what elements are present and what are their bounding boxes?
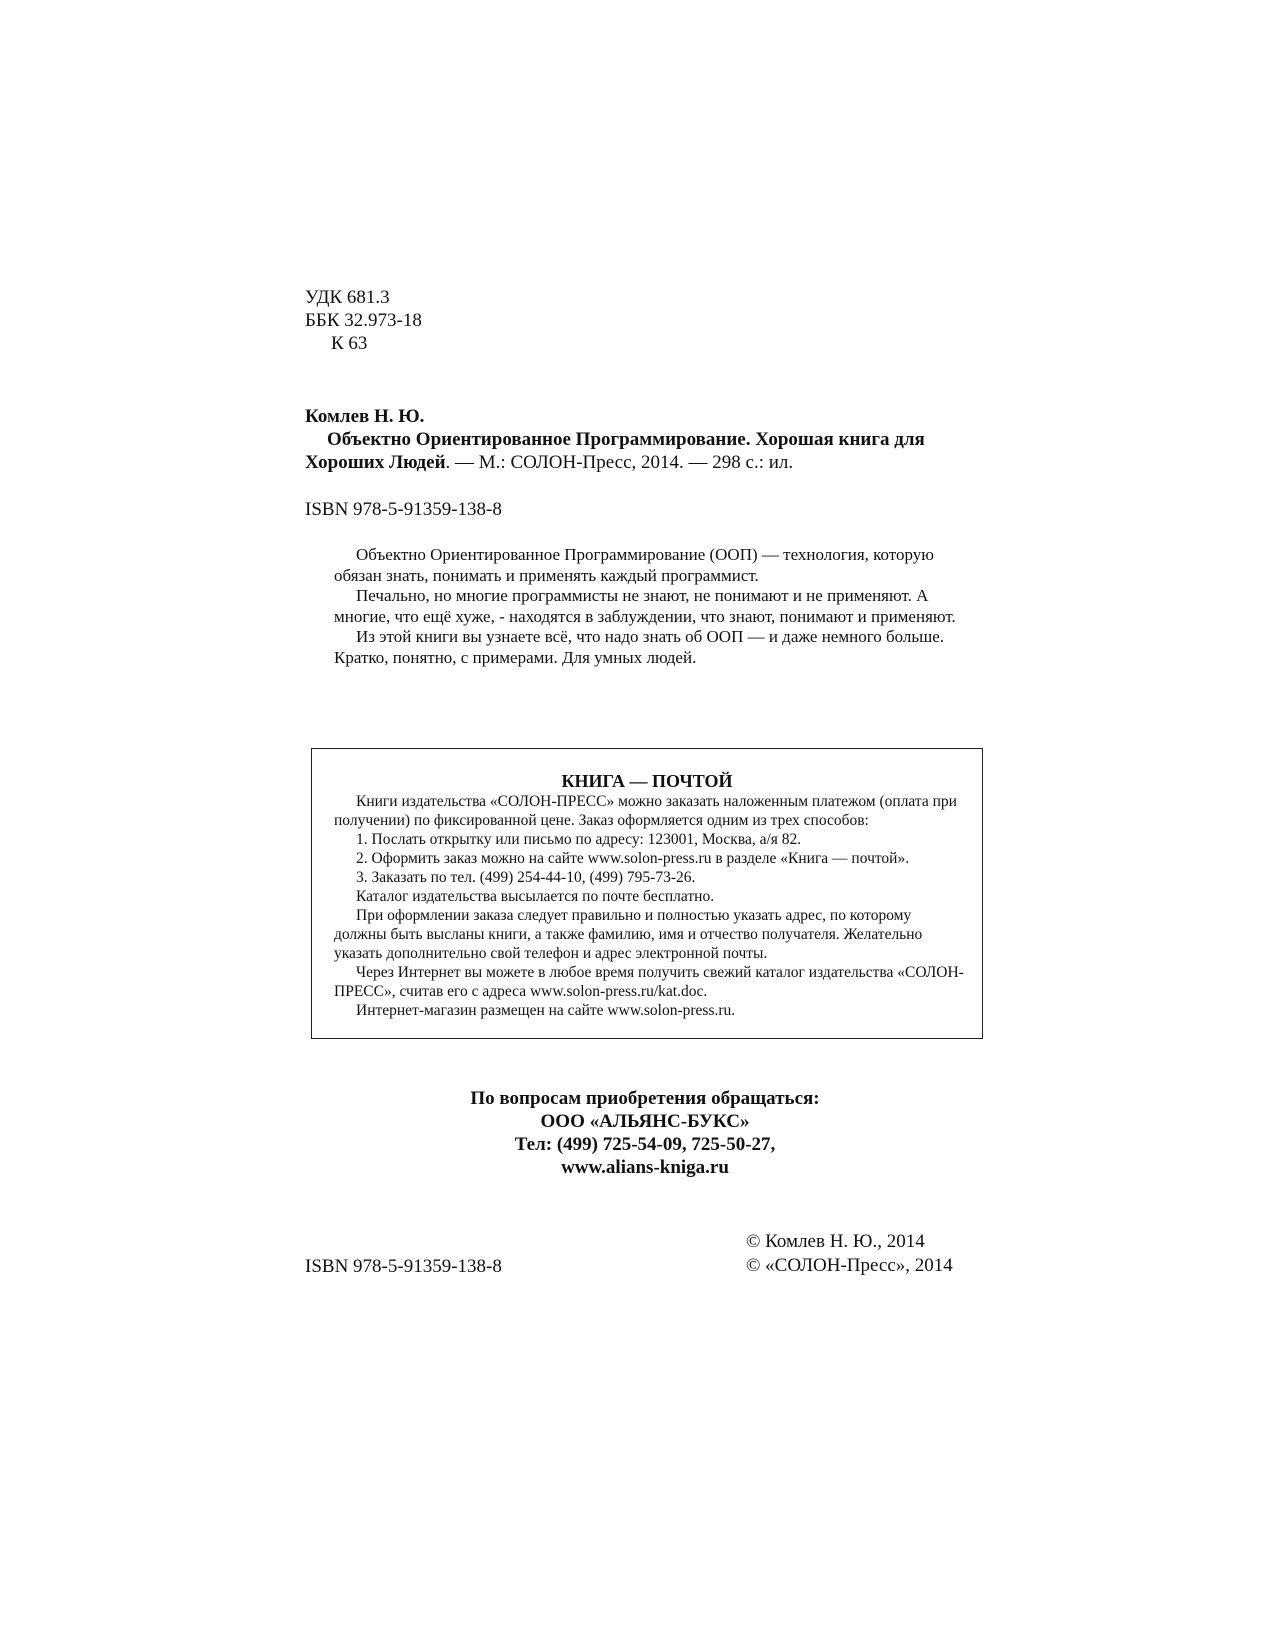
mail-order-paragraph: Интернет-магазин размещен на сайте www.solon-press.ru. — [356, 1002, 736, 1019]
mail-order-paragraph: Каталог издательства высылается по почте бесплатно. — [356, 888, 715, 905]
annotation-paragraph: Из этой книги вы узнаете всё, что надо знать об ООП — и даже немного больше. Кратко, понятно, с примерами. Для умных людей. — [334, 627, 945, 667]
mail-order-option: 1. Послать открытку или письмо по адресу: 123001, Москва, а/я 82. — [356, 831, 802, 848]
distributor-phone: Тел: (499) 725-54-09, 725-50-27, — [514, 1134, 776, 1155]
book-title-line — [305, 428, 985, 474]
distributor-name: ООО «АЛЬЯНС-БУКС» — [540, 1111, 750, 1132]
annotation — [334, 545, 984, 668]
mail-order-paragraph: При оформлении заказа следует правильно и полностью указать адрес, по которому должны быть высланы книги, а также фамилию, имя и отчество получателя. Желательно указать дополнительно свой телефон и адрес электронной почты. — [334, 907, 923, 962]
udk-code: УДК 681.3 — [305, 287, 390, 308]
bbk-code: ББК 32.973-18 — [305, 310, 422, 331]
mail-order-option: 2. Оформить заказ можно на сайте www.solon-press.ru в разделе «Книга — почтой». — [356, 850, 910, 867]
classification-block — [305, 286, 422, 355]
mail-order-paragraph: Через Интернет вы можете в любое время получить свежий каталог издательства «СОЛОН-ПРЕСС», считав его с адреса www.solon-press.ru/kat.doc. — [334, 964, 964, 1000]
bibliographic-description — [305, 405, 985, 474]
author-mark: К 63 — [331, 333, 368, 354]
isbn-bottom: ISBN 978-5-91359-138-8 — [305, 1256, 502, 1277]
book-imprint: . — М.: СОЛОН-Пресс, 2014. — 298 с.: ил. — [445, 452, 794, 473]
mail-order-option: 3. Заказать по тел. (499) 254-44-10, (499) 795-73-26. — [356, 869, 696, 886]
book-title-part1: Объектно Ориентированное Программирование. Хорошая книга для — [327, 429, 925, 450]
contacts-heading: По вопросам приобретения обращаться: — [470, 1088, 820, 1109]
mail-order-box — [311, 748, 983, 1039]
distributor-website: www.alians-kniga.ru — [561, 1157, 729, 1178]
purchase-contacts — [0, 1087, 1275, 1179]
book-author: Комлев Н. Ю. — [305, 406, 425, 427]
book-title-part2: Хороших Людей — [305, 452, 446, 473]
mail-order-paragraph: Книги издательства «СОЛОН-ПРЕСС» можно заказать наложенным платежом (оплата при получении) по фиксированной цене. Заказ оформляется одним из трех способов: — [334, 793, 957, 829]
copyright-publisher: © «СОЛОН-Пресс», 2014 — [746, 1255, 953, 1276]
isbn-top: ISBN 978-5-91359-138-8 — [305, 499, 502, 520]
copyright-block — [746, 1230, 953, 1278]
annotation-paragraph: Печально, но многие программисты не знают, не понимают и не применяют. А многие, что ещё хуже, - находятся в заблуждении, что знают, понимают и применяют. — [334, 586, 956, 626]
mail-order-body — [334, 792, 964, 1020]
annotation-paragraph: Объектно Ориентированное Программирование (ООП) — технология, которую обязан знать, понимать и применять каждый программист. — [334, 545, 934, 585]
copyright-author: © Комлев Н. Ю., 2014 — [746, 1231, 925, 1252]
mail-order-title: КНИГА — ПОЧТОЙ — [561, 771, 733, 791]
